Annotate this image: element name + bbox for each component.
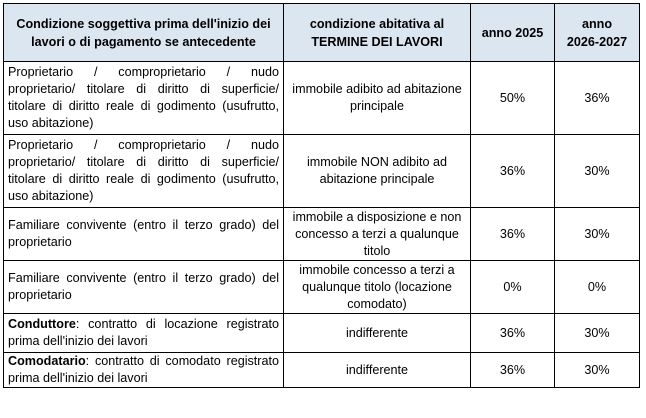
condition-cell: indifferente (284, 353, 471, 388)
subject-cell: Familiare convivente (entro il terzo grado) del proprietario (4, 208, 284, 261)
subject-cell (4, 353, 284, 388)
condition-cell: immobile adibito ad abitazione principale (284, 62, 471, 135)
rate-2026-2027-cell: 30% (555, 314, 640, 353)
condition-cell: immobile concesso a terzi a qualunque titolo (locazione comodato) (284, 261, 471, 314)
subject-role-text: : contratto di locazione registrato prima dell'inizio dei lavori (8, 317, 279, 348)
table-row (4, 135, 640, 208)
rate-2025-cell: 0% (471, 261, 555, 314)
header-year-2026-line1: anno (581, 16, 613, 31)
rate-2025-cell: 36% (471, 314, 555, 353)
rate-2026-2027-cell: 30% (555, 135, 640, 208)
subject-cell: Proprietario / comproprietario / nudo proprietario/ titolare di diritto di superficie/ titolare di diritto reale di godimento (usufrutto, uso abitazione) (4, 62, 284, 135)
rate-2025-cell: 36% (471, 208, 555, 261)
subject-cell: Proprietario / comproprietario / nudo proprietario/ titolare di diritto di superficie/ titolare di diritto reale di godimento (usufrutto, uso abitazione) (4, 135, 284, 208)
header-year-2026-2027 (555, 4, 640, 62)
table-row (4, 314, 640, 353)
condition-cell: immobile a disposizione e non concesso a terzi a qualunque titolo (284, 208, 471, 261)
subject-cell: Familiare convivente (entro il terzo grado) del proprietario (4, 261, 284, 314)
rate-2026-2027-cell: 30% (555, 208, 640, 261)
rate-2025-cell: 50% (471, 62, 555, 135)
header-condition (284, 4, 471, 62)
rate-2026-2027-cell: 36% (555, 62, 640, 135)
table-row (4, 62, 640, 135)
tax-deduction-table (3, 3, 640, 388)
header-year-2025: anno 2025 (471, 4, 555, 62)
condition-cell: indifferente (284, 314, 471, 353)
header-year-2026-line2: 2026-2027 (566, 34, 628, 49)
table-header-row (4, 4, 640, 62)
subject-role-bold: Conduttore (8, 317, 76, 331)
tax-deduction-table-container (3, 3, 639, 388)
table-row (4, 208, 640, 261)
header-condition-line1: condizione abitativa al (309, 16, 445, 31)
table-row (4, 261, 640, 314)
table-row (4, 353, 640, 388)
subject-cell (4, 314, 284, 353)
subject-role-bold: Comodatario (8, 354, 86, 368)
rate-2026-2027-cell: 0% (555, 261, 640, 314)
header-condition-line2: TERMINE DEI LAVORI (311, 34, 443, 49)
subject-role-text: : contratto di comodato registrato prima dell'inizio dei lavori (8, 354, 279, 385)
rate-2025-cell: 36% (471, 135, 555, 208)
rate-2025-cell: 36% (471, 353, 555, 388)
header-subject: Condizione soggettiva prima dell'inizio dei lavori o di pagamento se antecedente (4, 4, 284, 62)
rate-2026-2027-cell: 30% (555, 353, 640, 388)
condition-cell: immobile NON adibito ad abitazione principale (284, 135, 471, 208)
